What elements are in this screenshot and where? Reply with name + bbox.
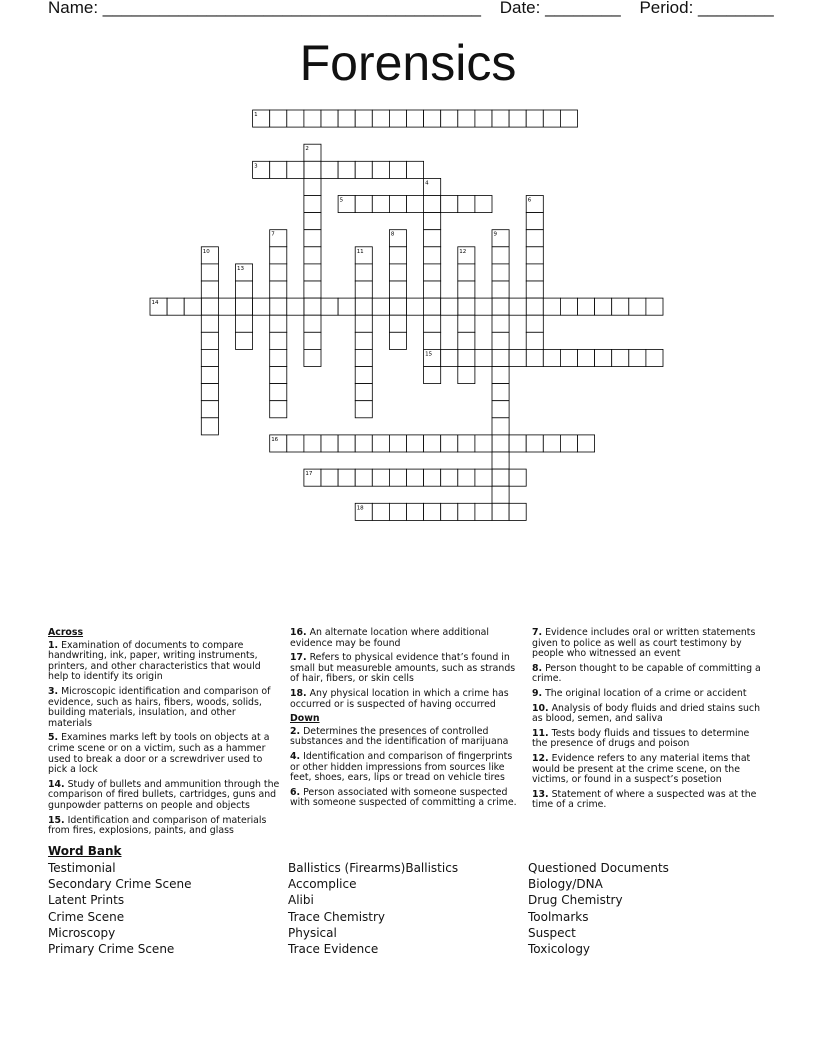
grid-cell[interactable] — [270, 247, 287, 264]
grid-cell[interactable] — [201, 281, 218, 298]
grid-cell[interactable] — [338, 161, 355, 178]
word-bank-item: Questioned Documents — [528, 861, 669, 875]
grid-cell[interactable] — [475, 349, 492, 366]
grid-cell[interactable] — [355, 110, 372, 127]
grid-cell[interactable] — [458, 196, 475, 213]
clue-down-10: 10. Analysis of body fluids and dried stains such as blood, semen, and saliva — [532, 702, 761, 725]
grid-cell[interactable] — [646, 298, 663, 315]
grid-cell[interactable] — [389, 469, 406, 486]
clue-down-2: 2. Determines the presences of controlled substances and the identification of marijuana — [290, 725, 509, 748]
grid-cell[interactable] — [338, 469, 355, 486]
clue-down-8: 8. Person thought to be capable of committing a crime. — [532, 662, 761, 685]
grid-cell[interactable] — [424, 230, 441, 247]
grid-cell[interactable] — [509, 349, 526, 366]
word-bank-item: Testimonial — [48, 861, 116, 875]
grid-cell[interactable] — [407, 298, 424, 315]
grid-cell[interactable] — [475, 196, 492, 213]
grid-cell[interactable] — [270, 298, 287, 315]
clue-number: 2 — [305, 146, 309, 153]
grid-cell[interactable] — [338, 435, 355, 452]
word-bank-item: Toolmarks — [528, 909, 589, 924]
grid-cell[interactable] — [201, 332, 218, 349]
grid-cell[interactable] — [372, 469, 389, 486]
grid-cell[interactable] — [629, 349, 646, 366]
grid-cell[interactable] — [441, 110, 458, 127]
clue-down-9: 9. The original location of a crime or accident — [532, 687, 747, 699]
grid-cell[interactable] — [492, 452, 509, 469]
grid-cell[interactable] — [372, 196, 389, 213]
grid-cell[interactable] — [492, 486, 509, 503]
word-bank-item: Ballistics (Firearms)Ballistics — [288, 861, 459, 875]
grid-cell[interactable] — [441, 196, 458, 213]
grid-cell[interactable] — [492, 281, 509, 298]
grid-cell[interactable] — [424, 332, 441, 349]
grid-cell[interactable] — [509, 110, 526, 127]
down-heading: Down — [290, 713, 320, 725]
grid-cell[interactable] — [543, 110, 560, 127]
grid-cell[interactable] — [372, 161, 389, 178]
grid-cell[interactable] — [389, 161, 406, 178]
grid-cell[interactable] — [389, 110, 406, 127]
grid-cell[interactable] — [492, 367, 509, 384]
grid-cell[interactable] — [389, 435, 406, 452]
grid-cell[interactable] — [526, 298, 543, 315]
grid-cell[interactable] — [509, 503, 526, 520]
grid-cell[interactable] — [201, 384, 218, 401]
grid-cell[interactable] — [526, 349, 543, 366]
grid-cell[interactable] — [424, 469, 441, 486]
word-bank-item: Drug Chemistry — [528, 893, 623, 908]
grid-cell[interactable] — [424, 503, 441, 520]
grid-cell[interactable] — [509, 435, 526, 452]
grid-cell[interactable] — [509, 469, 526, 486]
grid-cell[interactable] — [578, 298, 595, 315]
grid-cell[interactable] — [526, 281, 543, 298]
grid-cell[interactable] — [270, 264, 287, 281]
grid-cell[interactable] — [612, 298, 629, 315]
grid-cell[interactable] — [270, 367, 287, 384]
grid-cell[interactable] — [304, 230, 321, 247]
grid-cell[interactable] — [595, 349, 612, 366]
clue-across-15: 15. Identification and comparison of materials from fires, explosions, paints, and glass — [48, 814, 267, 837]
name-field[interactable]: Name: ________________________________________ — [48, 0, 481, 17]
clue-number: 18 — [356, 505, 364, 512]
grid-cell[interactable] — [560, 349, 577, 366]
grid-cell[interactable] — [355, 281, 372, 298]
clue-across-17: 17. Refers to physical evidence that’s found in small but measureble amounts, such as strands of hair, fibers, or skin cells — [290, 652, 516, 685]
grid-cell[interactable] — [253, 298, 270, 315]
grid-cell[interactable] — [167, 298, 184, 315]
grid-cell[interactable] — [270, 401, 287, 418]
word-bank-title: Word Bank — [48, 844, 122, 858]
grid-cell[interactable] — [492, 401, 509, 418]
word-bank-item: Latent Prints — [48, 893, 125, 908]
grid-cell[interactable] — [424, 264, 441, 281]
grid-cell[interactable] — [201, 367, 218, 384]
grid-cell[interactable] — [389, 503, 406, 520]
grid-cell[interactable] — [424, 196, 441, 213]
clue-down-6: 6. Person associated with someone suspected with someone suspected of committing a crime. — [290, 786, 517, 809]
grid-cell[interactable] — [458, 264, 475, 281]
grid-cell[interactable] — [407, 161, 424, 178]
clue-number: 12 — [459, 248, 467, 255]
clue-number: 11 — [356, 248, 364, 255]
grid-cell[interactable] — [389, 298, 406, 315]
grid-cell[interactable] — [304, 315, 321, 332]
grid-cell[interactable] — [441, 469, 458, 486]
grid-cell[interactable] — [355, 298, 372, 315]
grid-cell[interactable] — [287, 435, 304, 452]
clue-number: 6 — [527, 197, 532, 204]
grid-cell[interactable] — [475, 110, 492, 127]
grid-cell[interactable] — [372, 503, 389, 520]
grid-cell[interactable] — [526, 332, 543, 349]
grid-cell[interactable] — [492, 247, 509, 264]
clue-number: 17 — [305, 471, 313, 478]
grid-cell[interactable] — [201, 264, 218, 281]
grid-cell[interactable] — [492, 264, 509, 281]
grid-cell[interactable] — [526, 315, 543, 332]
grid-cell[interactable] — [389, 247, 406, 264]
grid-cell[interactable] — [458, 503, 475, 520]
grid-cell[interactable] — [270, 281, 287, 298]
grid-cell[interactable] — [407, 503, 424, 520]
grid-cell[interactable] — [458, 367, 475, 384]
grid-cell[interactable] — [270, 315, 287, 332]
grid-cell[interactable] — [612, 349, 629, 366]
grid-cell[interactable] — [492, 418, 509, 435]
grid-cell[interactable] — [407, 435, 424, 452]
grid-cell[interactable] — [458, 435, 475, 452]
grid-cell[interactable] — [304, 435, 321, 452]
grid-cell[interactable] — [389, 315, 406, 332]
grid-cell[interactable] — [543, 298, 560, 315]
grid-cell[interactable] — [526, 213, 543, 230]
grid-cell[interactable] — [526, 110, 543, 127]
clue-across-5: 5. Examines marks left by tools on objects at a crime scene or on a victim, such as a hammer used to break a door or a screwdriver used to pick a lock — [48, 732, 270, 776]
grid-cell[interactable] — [458, 298, 475, 315]
grid-cell[interactable] — [424, 281, 441, 298]
clues-column-2 — [290, 628, 522, 813]
clue-number: 1 — [254, 112, 258, 118]
grid-cell[interactable] — [458, 469, 475, 486]
grid-cell[interactable] — [355, 384, 372, 401]
clue-across-1: 1. Examination of documents to compare handwriting, ink, paper, writing instruments, printers, and other characteristics that would help to identify its origin — [48, 639, 261, 683]
grid-cell[interactable] — [458, 281, 475, 298]
clue-down-13: 13. Statement of where a suspected was at the time of a crime. — [532, 788, 757, 811]
grid-cell[interactable] — [372, 435, 389, 452]
grid-cell[interactable] — [321, 298, 338, 315]
grid-cell[interactable] — [304, 349, 321, 366]
grid-cell[interactable] — [355, 332, 372, 349]
clue-number: 7 — [271, 231, 275, 238]
grid-cell[interactable] — [355, 401, 372, 418]
grid-cell[interactable] — [492, 384, 509, 401]
grid-cell[interactable] — [201, 298, 218, 315]
grid-cell[interactable] — [304, 178, 321, 195]
grid-cell[interactable] — [407, 110, 424, 127]
grid-cell[interactable] — [304, 298, 321, 315]
grid-cell[interactable] — [236, 332, 253, 349]
grid-cell[interactable] — [270, 110, 287, 127]
grid-cell[interactable] — [389, 264, 406, 281]
across-heading: Across — [48, 627, 84, 638]
grid-cell[interactable] — [304, 213, 321, 230]
clue-across-18: 18. Any physical location in which a crime has occurred or is suspected of having occurred — [290, 687, 509, 710]
grid-cell[interactable] — [201, 315, 218, 332]
clue-across-3: 3. Microscopic identification and comparison of evidence, such as hairs, fibers, woods, solids, building materials, insulation, and other materials — [48, 685, 271, 729]
word-bank-item: Microscopy — [48, 925, 116, 940]
grid-cell[interactable] — [321, 161, 338, 178]
page-title: Forensics — [299, 35, 517, 91]
word-bank-item: Trace Evidence — [288, 942, 379, 957]
word-bank-item: Biology/DNA — [528, 877, 603, 892]
grid-cell[interactable] — [304, 281, 321, 298]
clue-down-7: 7. Evidence includes oral or written statements given to police as well as court testimony by people who witnessed an event — [532, 627, 756, 660]
clue-number: 13 — [237, 265, 244, 272]
grid-cell[interactable] — [355, 315, 372, 332]
grid-cell[interactable] — [441, 435, 458, 452]
grid-cell[interactable] — [304, 196, 321, 213]
grid-cell[interactable] — [304, 332, 321, 349]
grid-cell[interactable] — [560, 298, 577, 315]
clue-across-14: 14. Study of bullets and ammunition through the comparison of fired bullets, cartridges, guns and gunpowder patterns on people and objects — [48, 778, 280, 811]
grid-cell[interactable] — [389, 281, 406, 298]
word-bank-item: Suspect — [528, 925, 576, 940]
grid-cell[interactable] — [475, 298, 492, 315]
grid-cell[interactable] — [201, 418, 218, 435]
grid-cell[interactable] — [236, 298, 253, 315]
grid-cell[interactable] — [441, 503, 458, 520]
word-bank-column-3 — [528, 860, 669, 957]
word-bank-item: Physical — [288, 925, 337, 940]
grid-cell[interactable] — [424, 213, 441, 230]
grid-cell[interactable] — [475, 503, 492, 520]
clue-number: 3 — [254, 163, 258, 170]
grid-cell[interactable] — [458, 110, 475, 127]
grid-cell[interactable] — [492, 315, 509, 332]
clue-number: 9 — [493, 231, 497, 238]
grid-cell[interactable] — [543, 349, 560, 366]
grid-cell[interactable] — [355, 196, 372, 213]
grid-cell[interactable] — [236, 281, 253, 298]
grid-cell[interactable] — [407, 196, 424, 213]
grid-cell[interactable] — [355, 367, 372, 384]
grid-cell[interactable] — [578, 349, 595, 366]
grid-cell[interactable] — [526, 230, 543, 247]
grid-cell[interactable] — [321, 435, 338, 452]
grid-cell[interactable] — [304, 247, 321, 264]
grid-cell[interactable] — [372, 110, 389, 127]
grid-cell[interactable] — [201, 401, 218, 418]
grid-cell[interactable] — [270, 384, 287, 401]
word-bank-item: Accomplice — [288, 877, 357, 892]
grid-cell[interactable] — [372, 298, 389, 315]
grid-cell[interactable] — [321, 110, 338, 127]
grid-cell[interactable] — [629, 298, 646, 315]
grid-cell[interactable] — [543, 435, 560, 452]
grid-cell[interactable] — [355, 349, 372, 366]
grid-cell[interactable] — [560, 435, 577, 452]
word-bank-item: Secondary Crime Scene — [48, 877, 192, 892]
clue-number: 15 — [425, 351, 433, 358]
grid-cell[interactable] — [287, 161, 304, 178]
clue-number: 4 — [425, 180, 429, 187]
word-bank-item: Crime Scene — [48, 909, 125, 924]
clue-down-4: 4. Identification and comparison of fingerprints or other hidden impressions from sources like feet, shoes, ears, lips or tread on vehicle tires — [290, 750, 513, 784]
grid-cell[interactable] — [526, 264, 543, 281]
grid-cell[interactable] — [492, 332, 509, 349]
grid-cell[interactable] — [492, 349, 509, 366]
grid-cell[interactable] — [424, 435, 441, 452]
grid-cell[interactable] — [526, 247, 543, 264]
grid-cell[interactable] — [475, 435, 492, 452]
grid-cell[interactable] — [424, 298, 441, 315]
grid-cell[interactable] — [595, 298, 612, 315]
grid-cell[interactable] — [270, 161, 287, 178]
clues-column-1 — [48, 628, 280, 841]
grid-cell[interactable] — [389, 196, 406, 213]
clue-number: 8 — [390, 231, 395, 238]
grid-cell[interactable] — [560, 110, 577, 127]
grid-cell[interactable] — [475, 469, 492, 486]
grid-cell[interactable] — [424, 110, 441, 127]
grid-cell[interactable] — [441, 298, 458, 315]
clue-number: 16 — [271, 436, 279, 443]
word-bank-item: Primary Crime Scene — [48, 942, 175, 957]
grid-cell[interactable] — [424, 247, 441, 264]
clue-across-16: 16. An alternate location where additional evidence may be found — [290, 627, 490, 649]
clues-column-3 — [532, 628, 764, 815]
grid-cell[interactable] — [458, 315, 475, 332]
grid-cell[interactable] — [304, 110, 321, 127]
grid-cell[interactable] — [441, 349, 458, 366]
grid-cell[interactable] — [509, 298, 526, 315]
grid-cell[interactable] — [218, 298, 235, 315]
grid-cell[interactable] — [338, 298, 355, 315]
grid-cell[interactable] — [355, 161, 372, 178]
grid-cell[interactable] — [389, 332, 406, 349]
clue-down-12: 12. Evidence refers to any material items that would be present at the crime scene, on the victims, or found in a suspect’s posetion — [532, 752, 751, 786]
grid-cell[interactable] — [304, 264, 321, 281]
grid-cell[interactable] — [270, 332, 287, 349]
grid-cell[interactable] — [355, 435, 372, 452]
clue-number: 10 — [202, 248, 210, 255]
grid-cell[interactable] — [201, 349, 218, 366]
grid-cell[interactable] — [492, 110, 509, 127]
word-bank-item: Alibi — [288, 893, 314, 908]
grid-cell[interactable] — [578, 435, 595, 452]
period-field[interactable]: Period: ________ — [639, 0, 774, 17]
clue-number: 5 — [339, 197, 344, 204]
word-bank-item: Trace Chemistry — [288, 909, 386, 924]
grid-cell[interactable] — [184, 298, 201, 315]
grid-cell[interactable] — [355, 264, 372, 281]
grid-cell[interactable] — [492, 503, 509, 520]
grid-cell[interactable] — [526, 435, 543, 452]
grid-cell[interactable] — [270, 349, 287, 366]
grid-cell[interactable] — [355, 469, 372, 486]
grid-cell[interactable] — [458, 349, 475, 366]
date-field[interactable]: Date: ________ — [499, 0, 621, 17]
word-bank-column-1 — [48, 860, 191, 957]
clue-number: 14 — [151, 300, 159, 307]
grid-cell[interactable] — [424, 367, 441, 384]
grid-cell[interactable] — [236, 315, 253, 332]
grid-cell[interactable] — [492, 298, 509, 315]
grid-cell[interactable] — [304, 161, 321, 178]
grid-cell[interactable] — [492, 469, 509, 486]
grid-cell[interactable] — [287, 110, 304, 127]
grid-cell[interactable] — [424, 315, 441, 332]
clue-down-11: 11. Tests body fluids and tissues to determine the presence of drugs and poison — [532, 727, 750, 750]
grid-cell[interactable] — [338, 110, 355, 127]
grid-cell[interactable] — [492, 435, 509, 452]
grid-cell[interactable] — [321, 469, 338, 486]
grid-cell[interactable] — [407, 469, 424, 486]
word-bank-item: Toxicology — [528, 942, 591, 957]
word-bank-column-2 — [288, 860, 458, 957]
grid-cell[interactable] — [458, 332, 475, 349]
grid-cell[interactable] — [646, 349, 663, 366]
grid-cell[interactable] — [287, 298, 304, 315]
